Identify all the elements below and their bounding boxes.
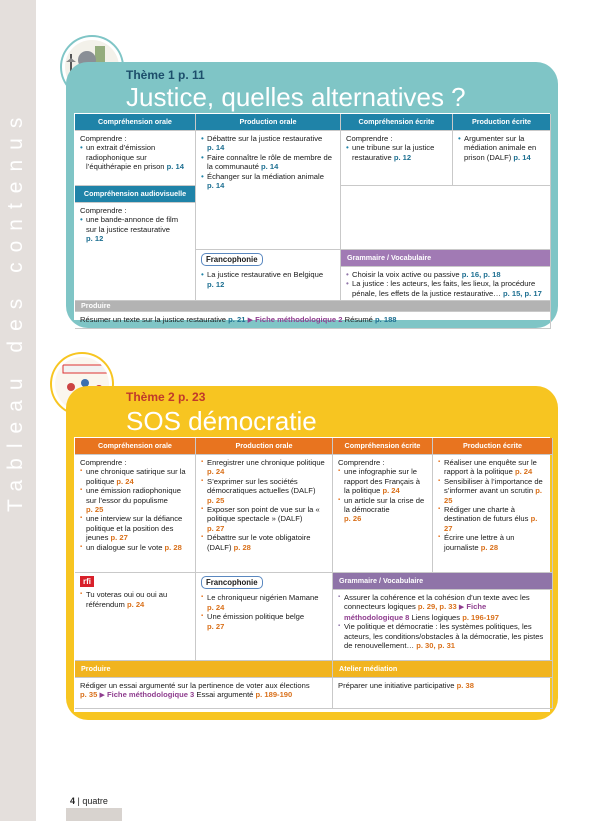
arrow-icon: ▶ — [247, 317, 253, 324]
list-item: • une bande-annonce de film sur la justice restaurative p. 12 — [80, 215, 190, 243]
header-comprehension-audiovisuelle: Compréhension audiovisuelle — [75, 186, 196, 203]
list-item: ▪ une chronique satirique sur la politique p. 24 — [80, 467, 190, 486]
theme2-label: Thème 2 p. 23 — [126, 390, 206, 404]
cell-comprehension-orale — [75, 131, 196, 186]
cell-production-orale — [196, 131, 341, 250]
intro-text: Comprendre : — [80, 206, 127, 215]
list-item: ▪ Exposer son point de vue sur la « politique spectacle » (DALF) p. 27 — [201, 505, 327, 533]
header-comprehension-orale: Compréhension orale — [75, 438, 196, 455]
cell-francophonie — [196, 573, 333, 661]
header-production-orale: Production orale — [196, 114, 341, 131]
cell-comprehension-orale — [75, 455, 196, 573]
list-item: ▪ S’exprimer sur les sociétés démocratiques actuelles (DALF) p. 25 — [201, 477, 327, 505]
list-item: ▪ Écrire une lettre à un journaliste p. 28 — [438, 533, 547, 552]
cell-production-ecrite — [433, 455, 553, 573]
header-comprehension-ecrite: Compréhension écrite — [341, 114, 453, 131]
page-footer — [70, 796, 108, 806]
header-grammaire: Grammaire / Vocabulaire — [333, 573, 553, 590]
list-item: ▪ Tu voteras oui ou oui au référendum p. 24 — [80, 590, 190, 609]
list-item: ▪ Le chroniqueur nigérien Mamane p. 24 — [201, 593, 327, 612]
list-item: ▪ une infographie sur le rapport des Français à la politique p. 24 — [338, 467, 427, 495]
header-comprehension-ecrite: Compréhension écrite — [333, 438, 433, 455]
cell-comprehension-ecrite — [341, 131, 453, 186]
cell-francophonie — [196, 250, 341, 301]
cell-produire: Rédiger un essai argumenté sur la pertinence de voter aux élections p. 35 ▶ Fiche méthodologique 3 Essai argumenté p. 189-190 — [75, 678, 333, 709]
list-item: • La justice restaurative en Belgique p. 12 — [201, 270, 335, 289]
list-item: ▪ Réaliser une enquête sur le rapport à la politique p. 24 — [438, 458, 547, 477]
footer-bar — [66, 808, 122, 821]
cell-comprehension-ecrite — [333, 455, 433, 573]
intro-text: Comprendre : — [80, 134, 127, 143]
sidebar-title: Tableau des contenus — [4, 107, 27, 513]
cell-production-orale — [196, 455, 333, 573]
list-item: • La justice : les acteurs, les faits, les lieux, la procédure pénale, les effets de la justice restaurative… p. 15, p. 17 — [346, 279, 545, 298]
francophonie-badge: Francophonie — [201, 253, 263, 266]
list-item: • Argumenter sur la médiation animale en prison (DALF) p. 14 — [458, 134, 545, 162]
list-item: ▪ une émission radiophonique sur l’essor du populisme p. 25 — [80, 486, 190, 514]
cell-grammaire — [341, 267, 551, 301]
theme2-panel — [66, 386, 558, 720]
list-item: • un extrait d’émission radiophonique sur l’équithérapie en prison p. 14 — [80, 143, 190, 171]
cell-rfi — [75, 573, 196, 661]
list-item: ▪ Vie politique et démocratie : les systèmes politiques, les acteurs, les conditions/obstacles à la démocratie, les pistes de renouvellement… p. 30, p. 31 — [338, 622, 547, 650]
theme2-title: SOS démocratie — [126, 406, 317, 436]
list-item: • Choisir la voix active ou passive p. 16, p. 18 — [346, 270, 545, 279]
list-item: ▪ Enregistrer une chronique politique p. 24 — [201, 458, 327, 477]
page-number: 4 — [70, 796, 76, 806]
list-item: ▪ Assurer la cohérence et la cohésion d’un texte avec les connecteurs logiques p. 29, p. 33 ▶ Fiche méthodologique 8 Liens logiques p. 196-197 — [338, 593, 547, 622]
list-item: • Débattre sur la justice restaurative p. 14 — [201, 134, 335, 153]
list-item: • une tribune sur la justice restaurative p. 12 — [346, 143, 447, 162]
side-strip — [0, 0, 36, 821]
list-item: ▪ Une émission politique belge p. 27 — [201, 612, 327, 631]
theme1-panel — [66, 62, 558, 328]
cell-empty — [341, 186, 551, 250]
intro-text: Comprendre : — [346, 134, 393, 143]
list-item: ▪ un article sur la crise de la démocratie p. 26 — [338, 496, 427, 524]
intro-text: Comprendre : — [80, 458, 127, 467]
list-item: • Faire connaître le rôle de membre de la communauté p. 14 — [201, 153, 335, 172]
cell-comprehension-audiovisuelle — [75, 203, 196, 301]
list-item: ▪ Rédiger une charte à destination de futurs élus p. 27 — [438, 505, 547, 533]
header-production-orale: Production orale — [196, 438, 333, 455]
theme2-grid — [74, 437, 550, 712]
header-comprehension-orale: Compréhension orale — [75, 114, 196, 131]
cell-grammaire — [333, 590, 553, 661]
cell-atelier-mediation: Préparer une initiative participative p. 38 — [333, 678, 553, 709]
list-item: ▪ Débattre sur le vote obligatoire (DALF) p. 28 — [201, 533, 327, 552]
list-item: • Échanger sur la médiation animale p. 14 — [201, 172, 335, 191]
list-item: ▪ un dialogue sur le vote p. 28 — [80, 543, 190, 552]
page-word: quatre — [82, 796, 108, 806]
cell-production-ecrite — [453, 131, 551, 186]
theme1-grid — [74, 113, 550, 324]
arrow-icon: ▶ — [99, 692, 105, 700]
list-item: ▪ Sensibiliser à l’importance de s’informer avant un scrutin p. 25 — [438, 477, 547, 505]
header-produire: Produire — [75, 661, 333, 678]
header-production-ecrite: Production écrite — [433, 438, 553, 455]
rfi-logo: rfi — [80, 576, 94, 587]
francophonie-badge: Francophonie — [201, 576, 263, 589]
list-item: ▪ une interview sur la défiance politique et la position des jeunes p. 27 — [80, 514, 190, 542]
arrow-icon: ▶ — [458, 604, 465, 612]
theme1-title: Justice, quelles alternatives ? — [126, 82, 466, 112]
header-atelier-mediation: Atelier médiation — [333, 661, 553, 678]
footer-separator: | — [77, 796, 80, 806]
header-produire: Produire — [75, 301, 551, 312]
intro-text: Comprendre : — [338, 458, 385, 467]
header-production-ecrite: Production écrite — [453, 114, 551, 131]
theme1-label: Thème 1 p. 11 — [126, 68, 205, 82]
header-grammaire: Grammaire / Vocabulaire — [341, 250, 551, 267]
cell-produire: Résumer un texte sur la justice restaurative p. 21 ▶ Fiche méthodologique 2 Résumé p. 188 — [75, 312, 551, 329]
